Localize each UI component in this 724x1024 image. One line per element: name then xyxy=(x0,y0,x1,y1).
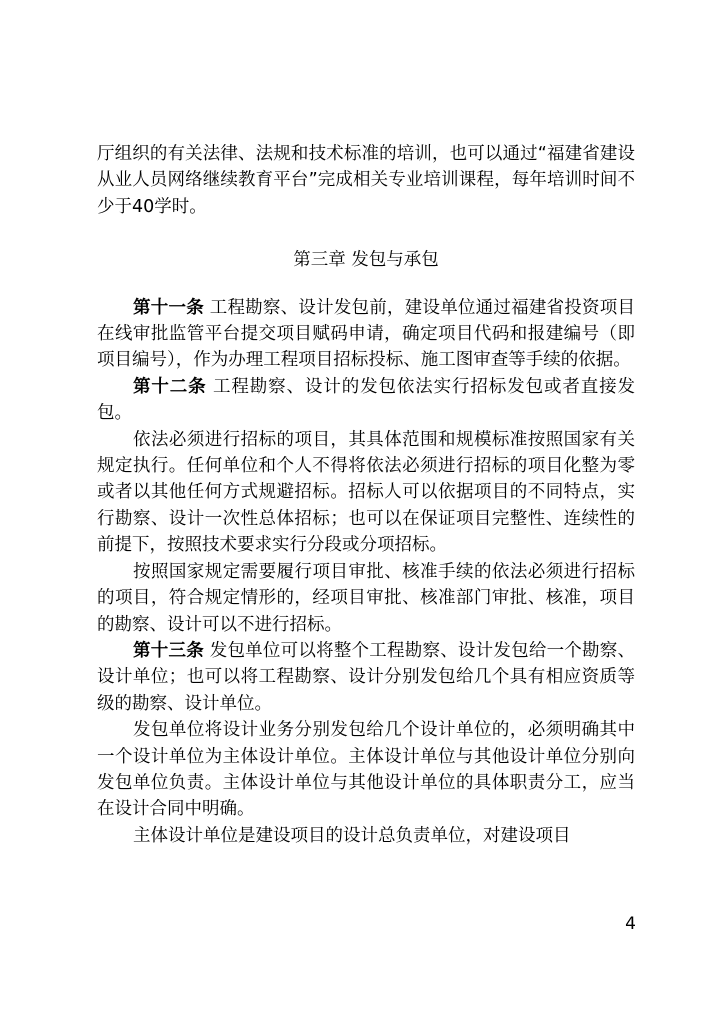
article-12-paragraph-3: 按照国家规定需要履行项目审批、核准手续的依法必须进行招标的项目，符合规定情形的，经项目审批、核准部门审批、核准，项目的勘察、设计可以不进行招标。 xyxy=(97,561,635,635)
article-12-paragraph xyxy=(97,374,635,427)
article-13-number: 第十三条 xyxy=(133,640,204,661)
article-12-number: 第十二条 xyxy=(133,376,207,397)
article-13-paragraph-2: 发包单位将设计业务分别发包给几个设计单位的，必须明确其中一个设计单位为主体设计单位。主体设计单位与其他设计单位分别向发包单位负责。主体设计单位与其他设计单位的具体职责分工，应当在设计合同中明确。 xyxy=(97,720,635,820)
chapter-title: 第三章 发包与承包 xyxy=(293,250,439,271)
page-number: 4 xyxy=(625,914,636,934)
article-11-number: 第十一条 xyxy=(133,297,204,318)
article-11-text: 工程勘察、设计发包前，建设单位通过福建省投资项目在线审批监管平台提交项目赋码申请，确定项目代码和报建编号（即项目编号），作为办理工程项目招标投标、施工图审查等手续的依据。 xyxy=(97,297,636,371)
article-13-paragraph-3: 主体设计单位是建设项目的设计总负责单位，对建设项目 xyxy=(133,825,571,846)
intro-paragraph: 厅组织的有关法律、法规和技术标准的培训，也可以通过“福建省建设从业人员网络继续教育平台”完成相关专业培训课程，每年培训时间不少于40学时。 xyxy=(97,144,635,217)
article-11-paragraph xyxy=(97,295,635,374)
document-body xyxy=(97,141,635,849)
article-12-paragraph-2: 依法必须进行招标的项目，其具体范围和规模标准按照国家有关规定执行。任何单位和个人不得将依法必须进行招标的项目化整为零或者以其他任何方式规避招标。招标人可以依据项目的不同特点，实行勘察、设计一次性总体招标；也可以在保证项目完整性、连续性的前提下，按照技术要求实行分段或分项招标。 xyxy=(97,429,635,556)
article-12-text: 工程勘察、设计的发包依法实行招标发包或者直接发包。 xyxy=(97,376,635,424)
article-13-paragraph xyxy=(97,638,635,717)
article-13-text: 发包单位可以将整个工程勘察、设计发包给一个勘察、设计单位；也可以将工程勘察、设计分别发包给几个具有相应资质等级的勘察、设计单位。 xyxy=(97,640,636,714)
